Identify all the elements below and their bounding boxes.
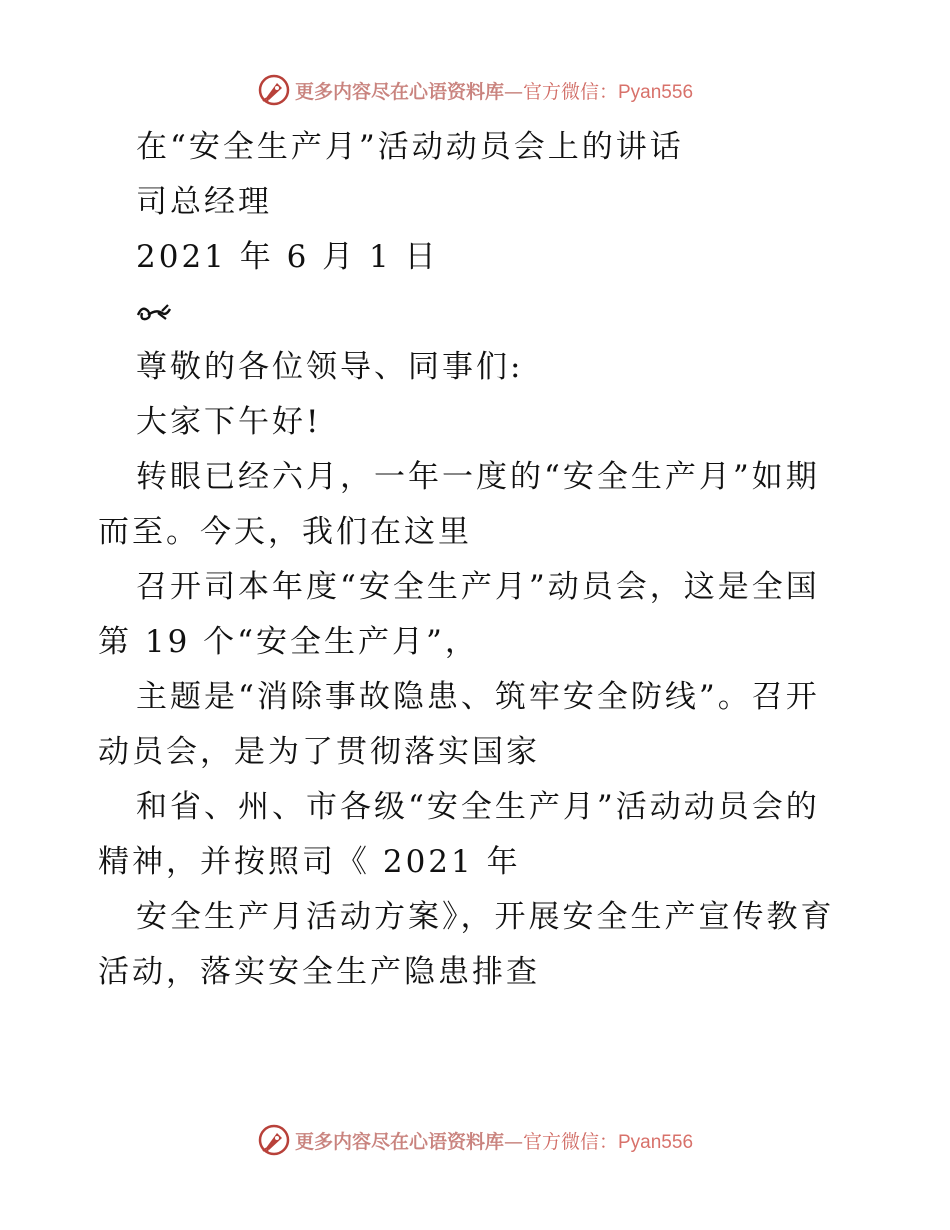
salutation: 大家下午好! <box>136 404 322 440</box>
watermark-main-text: 更多内容尽在心语资料库 <box>294 80 504 103</box>
watermark-separator: — <box>503 80 523 103</box>
watermark-footer <box>0 1120 950 1160</box>
watermark-wechat-id: Pyan556 <box>618 81 694 103</box>
pen-nib-logo-icon <box>257 73 291 107</box>
watermark-text <box>295 1127 693 1154</box>
watermark-label: 官方微信： <box>522 1130 618 1153</box>
document-date: 2021 年 6 月 1 日 <box>136 239 439 275</box>
body-line: 而至。今天，我们在这里 <box>98 514 472 550</box>
document-speaker: 司总经理 <box>136 184 272 220</box>
watermark-text <box>295 77 693 104</box>
greeting: 尊敬的各位领导、同事们: <box>136 349 524 385</box>
document-body <box>98 120 858 1000</box>
body-line: 第 19 个“安全生产月”， <box>98 624 479 660</box>
body-line: 和省、州、市各级“安全生产月”活动动员会的 <box>136 789 820 825</box>
body-line: 活动，落实安全生产隐患排查 <box>98 954 540 990</box>
watermark-wechat-id: Pyan556 <box>618 1131 694 1153</box>
watermark-separator: — <box>503 1130 523 1153</box>
body-line: 安全生产月活动方案》，开展安全生产宣传教育 <box>136 899 835 935</box>
body-line: 动员会，是为了贯彻落实国家 <box>98 734 540 770</box>
watermark-main-text: 更多内容尽在心语资料库 <box>294 1130 504 1153</box>
pen-nib-logo-icon <box>257 1123 291 1157</box>
document-title: 在“安全生产月”活动动员会上的讲话 <box>136 129 684 165</box>
body-line: 转眼已经六月，一年一度的“安全生产月”如期 <box>136 459 820 495</box>
body-line: 召开司本年度“安全生产月”动员会，这是全国 <box>136 569 820 605</box>
watermark-header <box>0 70 950 110</box>
flourish-icon <box>136 301 172 325</box>
watermark-label: 官方微信： <box>522 80 618 103</box>
body-line: 主题是“消除事故隐患、筑牢安全防线”。召开 <box>136 679 820 715</box>
body-line: 精神，并按照司《 2021 年 <box>98 844 521 880</box>
ornament-line <box>98 285 858 340</box>
